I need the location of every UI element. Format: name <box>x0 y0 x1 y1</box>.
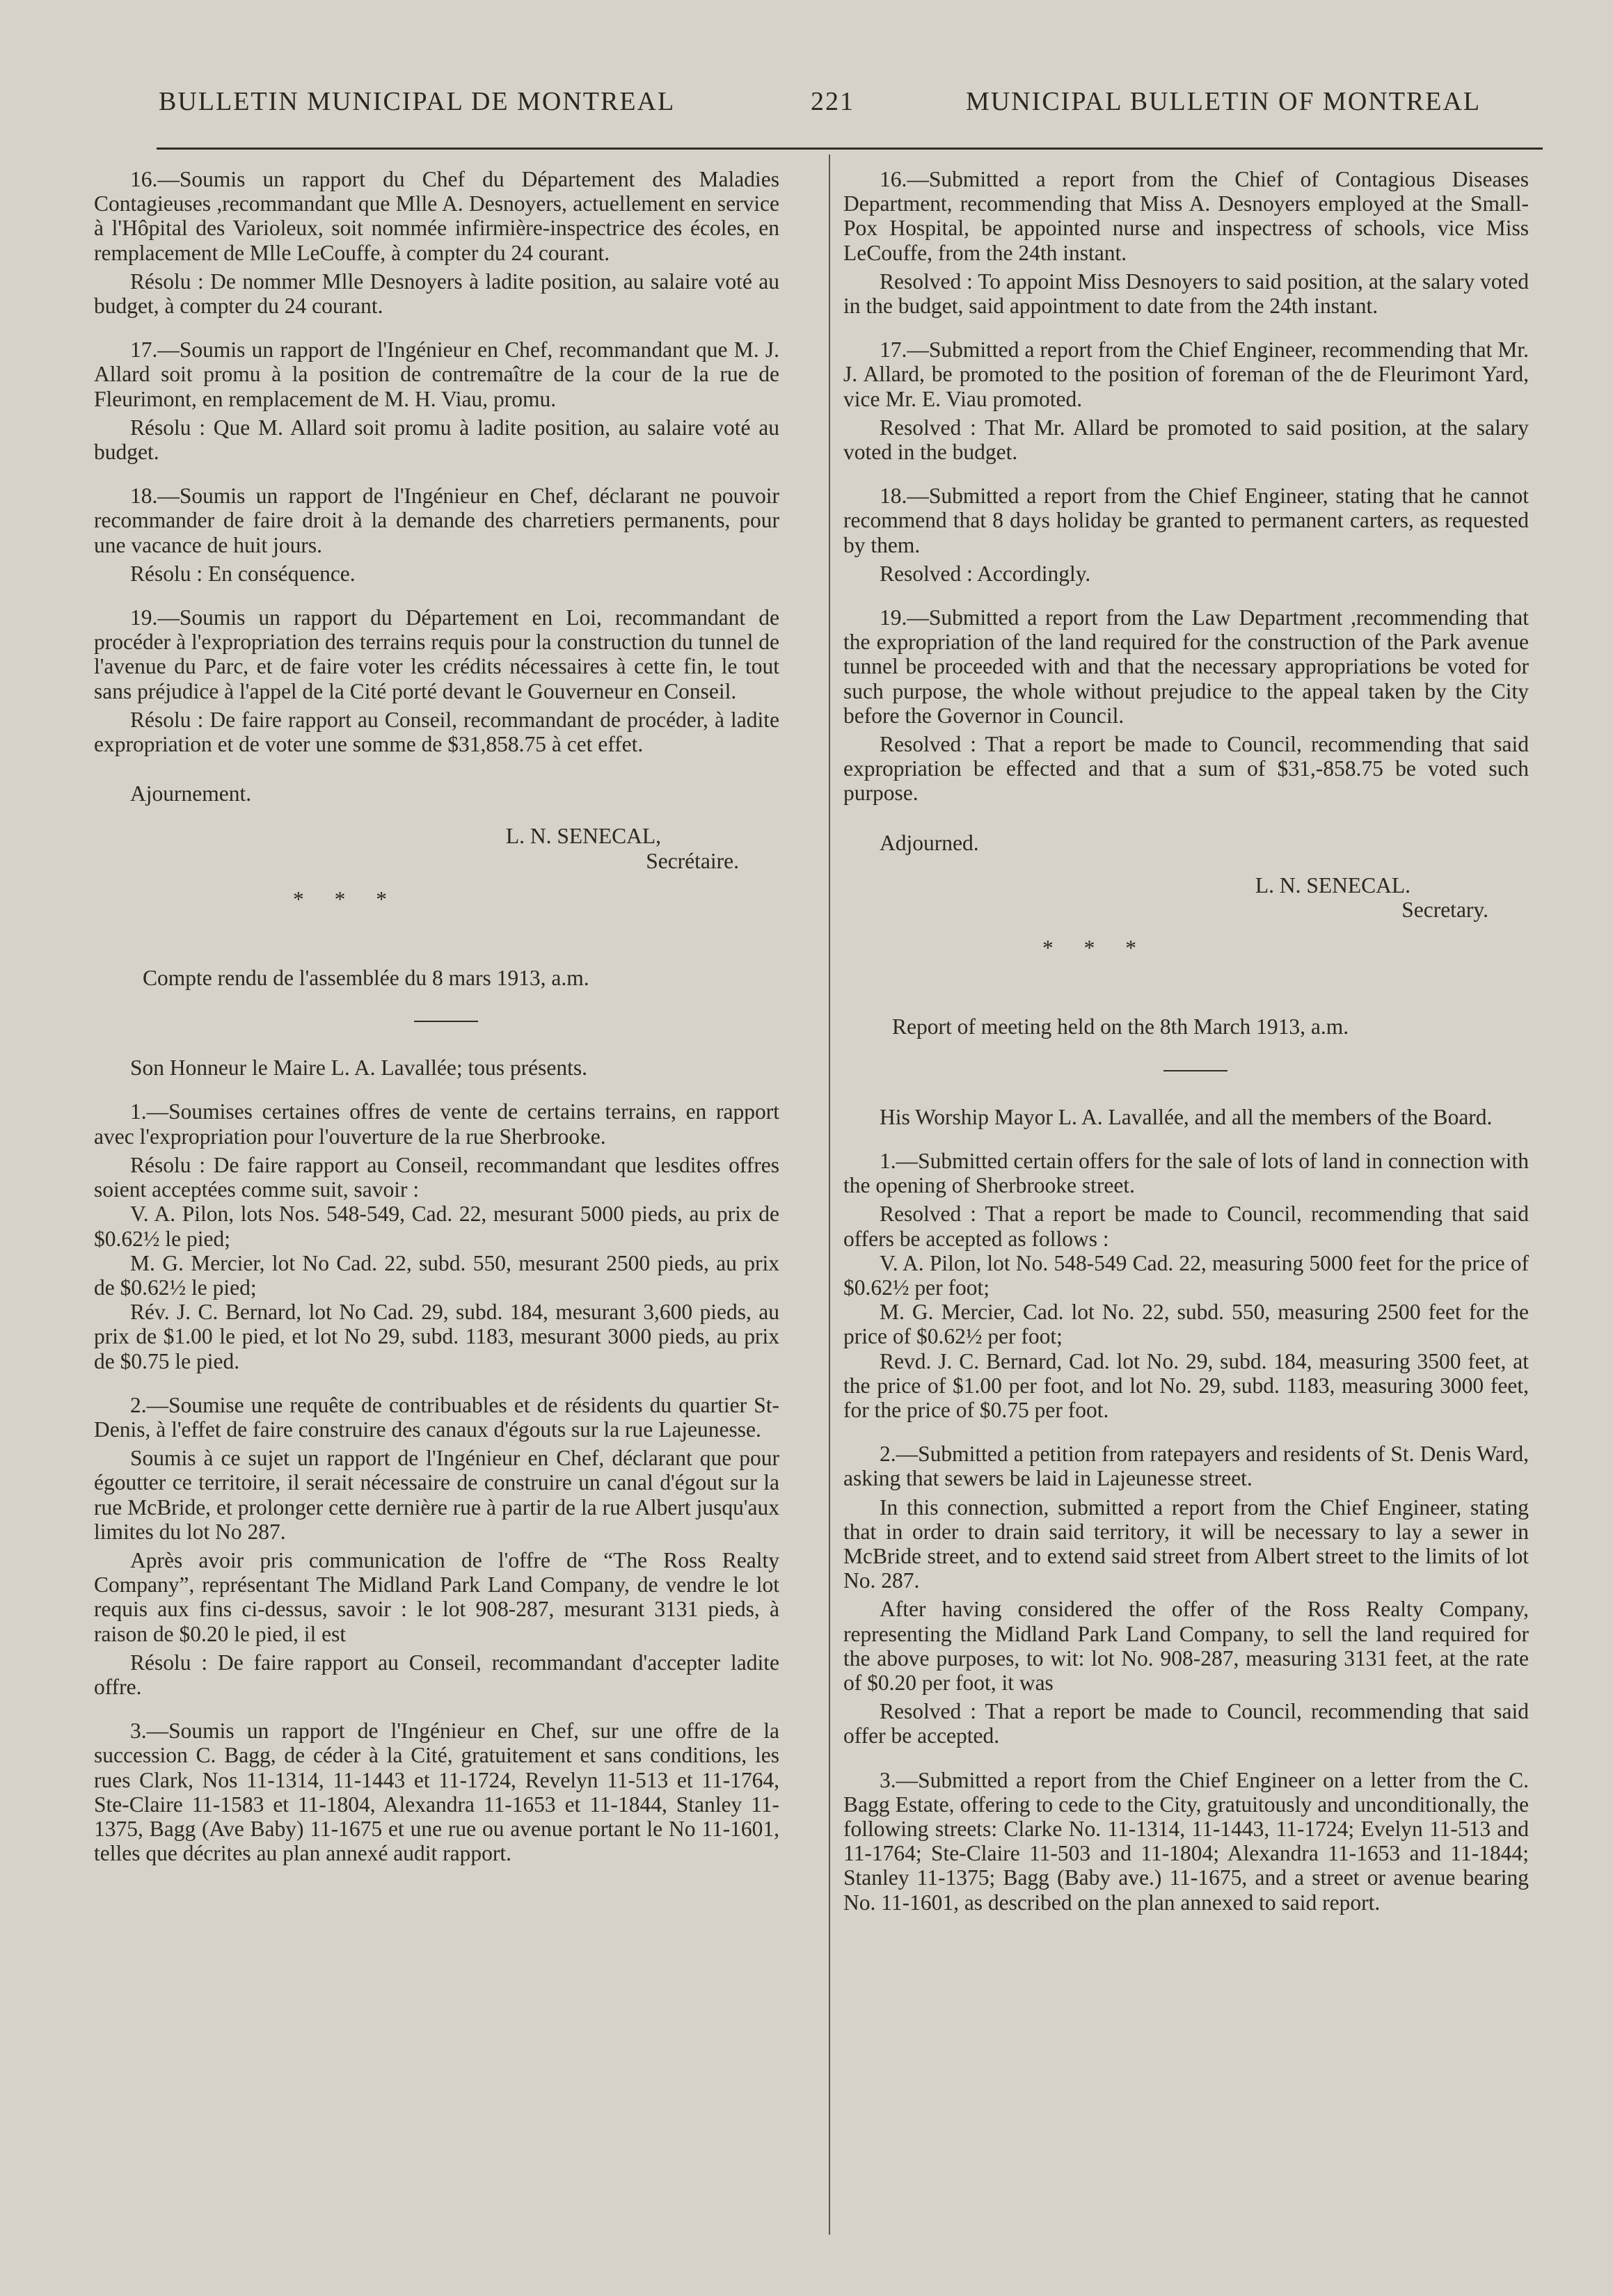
item-2-fr: 2.—Soumise une requête de contribuables et de résidents du quartier St-Denis, à l'effet de faire construire des canaux d'égouts sur la rue Lajeunesse. <box>94 1392 779 1442</box>
meeting-heading-en: Report of meeting held on the 8th March 1913, a.m. <box>892 1014 1349 1039</box>
french-column <box>94 167 779 1865</box>
signature-name-fr: L. N. SENECAL, <box>505 824 661 849</box>
item-2-report-fr: Soumis à ce sujet un rapport de l'Ingénieur en Chef, déclarant que pour égoutter ce territoire, il serait nécessaire de construire un canal d'égout sur la rue McBride, et prolonger cette dernière rue à partir de la rue Albert jusqu'aux limites du lot No 287. <box>94 1446 779 1544</box>
item-19-en: 19.—Submitted a report from the Law Department ,recommending that the expropriation of the land required for the construction of the Park avenue tunnel be proceeded with and that the necessary appropriations be voted for such purpose, the whole without prejudice to the appeal taken by the City before the Governor in Council. <box>843 605 1529 728</box>
page-number: 221 <box>811 87 855 116</box>
attendance-en: His Worship Mayor L. A. Lavallée, and all the members of the Board. <box>880 1104 1493 1129</box>
signature-title-en: Secretary. <box>1401 898 1488 923</box>
resolution-18-en: Resolved : Accordingly. <box>880 561 1091 586</box>
item-2-report-en: In this connection, submitted a report from the Chief Engineer, stating that in order to drain said territory, it will be necessary to lay a sewer in McBride street, and to extend said street from Albert street to the limits of lot No. 287. <box>843 1494 1529 1593</box>
item-17-fr: 17.—Soumis un rapport de l'Ingénieur en Chef, recommandant que M. J. Allard soit promu à la position de contremaître de la cour de la rue de Fleurimont, en remplacement de M. H. Viau, promu. <box>94 337 779 411</box>
offer-mercier-en: M. G. Mercier, Cad. lot No. 22, subd. 550, measuring 2500 feet for the price of $0.62½ per foot; <box>843 1300 1529 1349</box>
column-divider <box>829 154 830 2235</box>
resolution-19-fr: Résolu : De faire rapport au Conseil, recommandant de procéder, à ladite expropriation et de voter une somme de $31,858.75 à cet effet. <box>94 707 779 757</box>
item-19-fr: 19.—Soumis un rapport du Département en Loi, recommandant de procéder à l'expropriation des terrains requis pour la construction du tunnel de l'avenue du Parc, et de faire voter les crédits nécessaires à cette fin, le tout sans préjudice à l'appel de la Cité porté devant le Gouverneur en Conseil. <box>94 605 779 703</box>
adjournment-fr: Ajournement. <box>130 781 252 806</box>
offer-pilon-fr: V. A. Pilon, lots Nos. 548-549, Cad. 22, mesurant 5000 pieds, au prix de $0.62½ le pied; <box>94 1202 779 1251</box>
resolution-1-en: Resolved : That a report be made to Council, recommending that said offers be accepted as follows : <box>843 1202 1529 1251</box>
section-stars-fr: * * * <box>293 886 399 911</box>
resolution-16-fr: Résolu : De nommer Mlle Desnoyers à ladite position, au salaire voté au budget, à compter du 24 courant. <box>94 269 779 319</box>
resolution-19-en: Resolved : That a report be made to Council, recommending that said expropriation be effected and that a sum of $31,-858.75 be voted such purpose. <box>843 732 1529 806</box>
resolution-17-fr: Résolu : Que M. Allard soit promu à ladite position, au salaire voté au budget. <box>94 415 779 465</box>
header-french-title: BULLETIN MUNICIPAL DE MONTREAL <box>159 87 676 116</box>
meeting-heading-fr: Compte rendu de l'assemblée du 8 mars 1913, a.m. <box>143 966 589 991</box>
resolution-18-fr: Résolu : En conséquence. <box>130 561 356 586</box>
heading-rule-en <box>1163 1070 1227 1071</box>
item-2-en: 2.—Submitted a petition from ratepayers and residents of St. Denis Ward, asking that sewers be laid in Lajeunesse street. <box>843 1442 1529 1491</box>
item-18-en: 18.—Submitted a report from the Chief Engineer, stating that he cannot recommend that 8 days holiday be granted to permanent carters, as requested by them. <box>843 484 1529 557</box>
item-2-offer-fr: Après avoir pris communication de l'offre de “The Ross Realty Company”, représentant The Midland Park Land Company, de vendre le lot requis aux fins ci-dessus, savoir : le lot 908-287, mesurant 3131 pieds, à raison de $0.20 le pied, il est <box>94 1547 779 1646</box>
offer-bernard-en: Revd. J. C. Bernard, Cad. lot No. 29, subd. 184, measuring 3500 feet, at the price of $1.00 per foot, and lot No. 29, subd. 1183, measuring 3000 feet, for the price of $0.75 per foot. <box>843 1348 1529 1422</box>
item-1-en: 1.—Submitted certain offers for the sale of lots of land in connection with the opening of Sherbrooke street. <box>843 1148 1529 1198</box>
header-english-title: MUNICIPAL BULLETIN OF MONTREAL <box>966 87 1481 116</box>
item-1-fr: 1.—Soumises certaines offres de vente de certains terrains, en rapport avec l'expropriation pour l'ouverture de la rue Sherbrooke. <box>94 1099 779 1149</box>
item-3-en: 3.—Submitted a report from the Chief Engineer on a letter from the C. Bagg Estate, offering to cede to the City, gratuitously and unconditionally, the following streets: Clarke No. 11-1314, 11-1443, 11-1724; Evelyn 11-513 and 11-1764; Ste-Claire 11-503 and 11-1804; Alexandra 11-1653 and 11-1844; Stanley 11-1375; Bagg (Baby ave.) 11-1675, and a street or avenue bearing No. 11-1601, as described on the plan annexed to said report. <box>843 1767 1529 1915</box>
resolution-2-fr: Résolu : De faire rapport au Conseil, recommandant d'accepter ladite offre. <box>94 1650 779 1699</box>
item-16-fr: 16.—Soumis un rapport du Chef du Département des Maladies Contagieuses ,recommandant que Mlle A. Desnoyers, actuellement en service à l'Hôpital des Varioleux, soit nommée infirmière-inspectrice des écoles, en remplacement de Mlle LeCouffe, à compter du 24 courant. <box>94 167 779 265</box>
heading-rule-fr <box>414 1021 478 1022</box>
offer-bernard-fr: Rév. J. C. Bernard, lot No Cad. 29, subd. 184, mesurant 3,600 pieds, au prix de $1.00 le pied, et lot No 29, subd. 1183, mesurant 3000 pieds, au prix de $0.75 le pied. <box>94 1300 779 1373</box>
resolution-17-en: Resolved : That Mr. Allard be promoted to said position, at the salary voted in the budget. <box>843 415 1529 465</box>
item-3-fr: 3.—Soumis un rapport de l'Ingénieur en Chef, sur une offre de la succession C. Bagg, de céder à la Cité, gratuitement et sans conditions, les rues Clark, Nos 11-1314, 11-1443 et 11-1724, Revelyn 11-513 et 11-1764, Ste-Claire 11-1583 et 11-1804, Alexandra 11-1653 et 11-1844, Stanley 11-1375, Bagg (Ave Baby) 11-1675 et une rue ou avenue portant le No 11-1601, telles que décrites au plan annexé audit rapport. <box>94 1719 779 1866</box>
attendance-fr: Son Honneur le Maire L. A. Lavallée; tous présents. <box>130 1055 587 1081</box>
signature-name-en: L. N. SENECAL. <box>1255 872 1411 898</box>
item-16-en: 16.—Submitted a report from the Chief of Contagious Diseases Department, recommending that Miss A. Desnoyers employed at the Small-Pox Hospital, be appointed nurse and inspectress of schools, vice Miss LeCouffe, from the 24th instant. <box>843 167 1529 265</box>
item-18-fr: 18.—Soumis un rapport de l'Ingénieur en Chef, déclarant ne pouvoir recommander de faire droit à la demande des charretiers permanents, pour une vacance de huit jours. <box>94 484 779 557</box>
adjournment-en: Adjourned. <box>880 830 979 855</box>
resolution-2-en: Resolved : That a report be made to Council, recommending that said offer be accepted. <box>843 1699 1529 1748</box>
offer-mercier-fr: M. G. Mercier, lot No Cad. 22, subd. 550, mesurant 2500 pieds, au prix de $0.62½ le pied; <box>94 1250 779 1300</box>
offer-pilon-en: V. A. Pilon, lot No. 548-549 Cad. 22, measuring 5000 feet for the price of $0.62½ per foot; <box>843 1250 1529 1300</box>
resolution-16-en: Resolved : To appoint Miss Desnoyers to said position, at the salary voted in the budget, said appointment to date from the 24th instant. <box>843 269 1529 319</box>
section-stars-en: * * * <box>1042 936 1149 961</box>
header-rule <box>157 148 1543 150</box>
resolution-1-fr: Résolu : De faire rapport au Conseil, recommandant que lesdites offres soient acceptées comme suit, savoir : <box>94 1152 779 1202</box>
english-column <box>843 167 1529 1915</box>
signature-title-fr: Secrétaire. <box>646 848 739 873</box>
item-2-offer-en: After having considered the offer of the Ross Realty Company, representing the Midland Park Land Company, to sell the land required for the above purposes, to wit: lot No. 908-287, measuring 3131 feet, at the rate of $0.20 per foot, it was <box>843 1597 1529 1695</box>
item-17-en: 17.—Submitted a report from the Chief Engineer, recommending that Mr. J. Allard, be promoted to the position of foreman of the de Fleurimont Yard, vice Mr. E. Viau promoted. <box>843 337 1529 411</box>
